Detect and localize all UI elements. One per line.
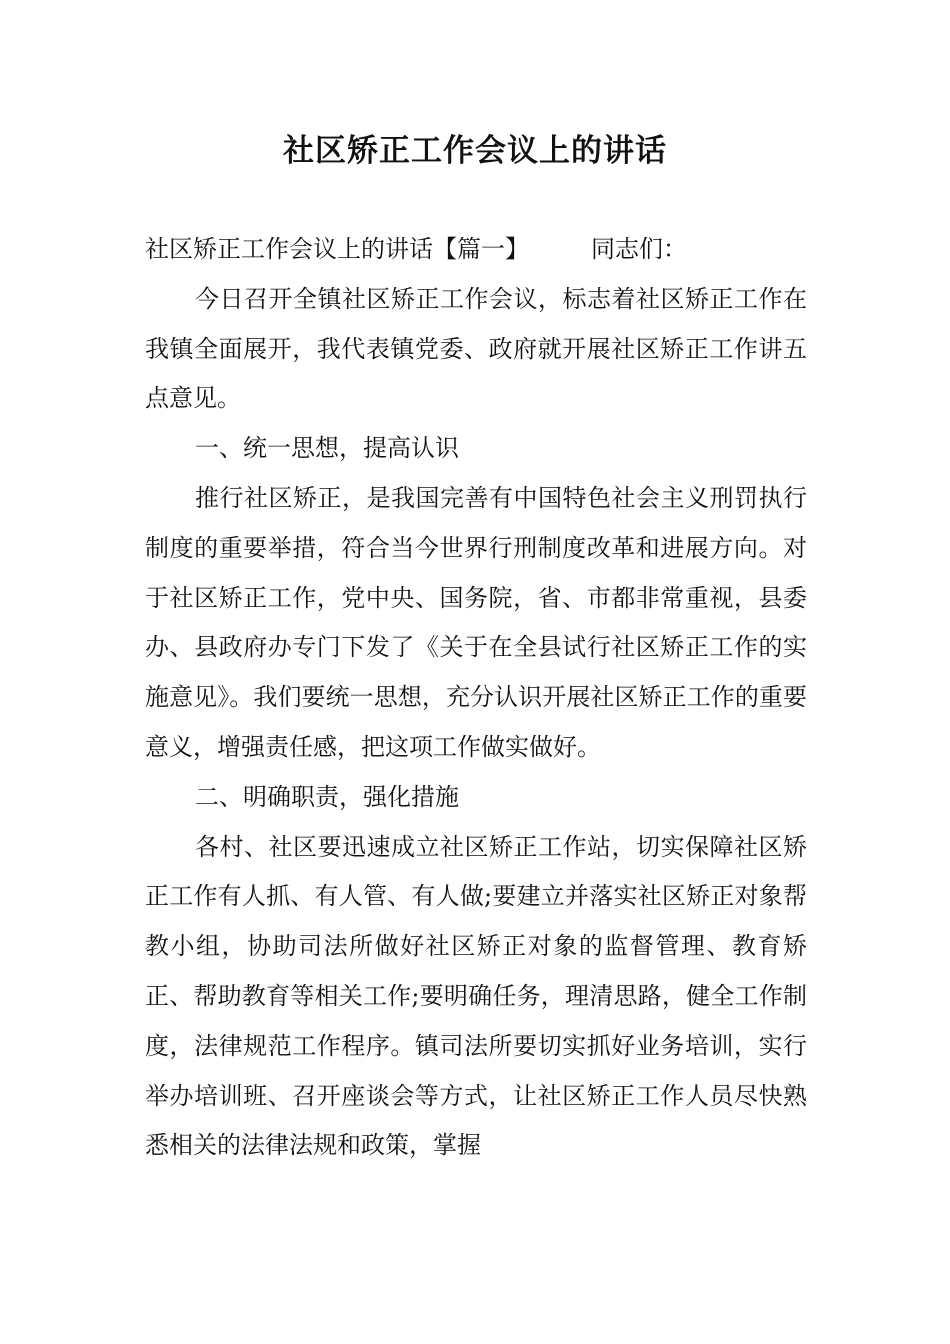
document-body: [145, 225, 807, 1171]
section-heading-1: 一、统一思想，提高认识: [195, 434, 459, 463]
salutation: 同志们：: [591, 235, 687, 263]
section-heading-2: 二、明确职责，强化措施: [195, 782, 459, 811]
intro-line: [145, 225, 807, 275]
paragraph: 今日召开全镇社区矫正工作会议，标志着社区矫正工作在我镇全面展开，我代表镇党委、政府就开展社区矫正工作讲五点意见。: [145, 284, 807, 413]
document-title: 社区矫正工作会议上的讲话: [283, 133, 667, 169]
paragraph: 各村、社区要迅速成立社区矫正工作站，切实保障社区矫正工作有人抓、有人管、有人做;要建立并落实社区矫正对象帮教小组，协助司法所做好社区矫正对象的监督管理、教育矫正、帮助教育等相关工作;要明确任务，理清思路，健全工作制度，法律规范工作程序。镇司法所要切实抓好业务培训，实行举办培训班、召开座谈会等方式，让社区矫正工作人员尽快熟悉相关的法律法规和政策，掌握: [145, 832, 807, 1160]
paragraph: 推行社区矫正，是我国完善有中国特色社会主义刑罚执行制度的重要举措，符合当今世界行刑制度改革和进展方向。对于社区矫正工作，党中央、国务院，省、市都非常重视，县委办、县政府办专门下发了《关于在全县试行社区矫正工作的实施意见》。我们要统一思想，充分认识开展社区矫正工作的重要意义，增强责任感，把这项工作做实做好。: [145, 483, 807, 761]
section-heading: 社区矫正工作会议上的讲话【篇一】: [145, 235, 529, 263]
